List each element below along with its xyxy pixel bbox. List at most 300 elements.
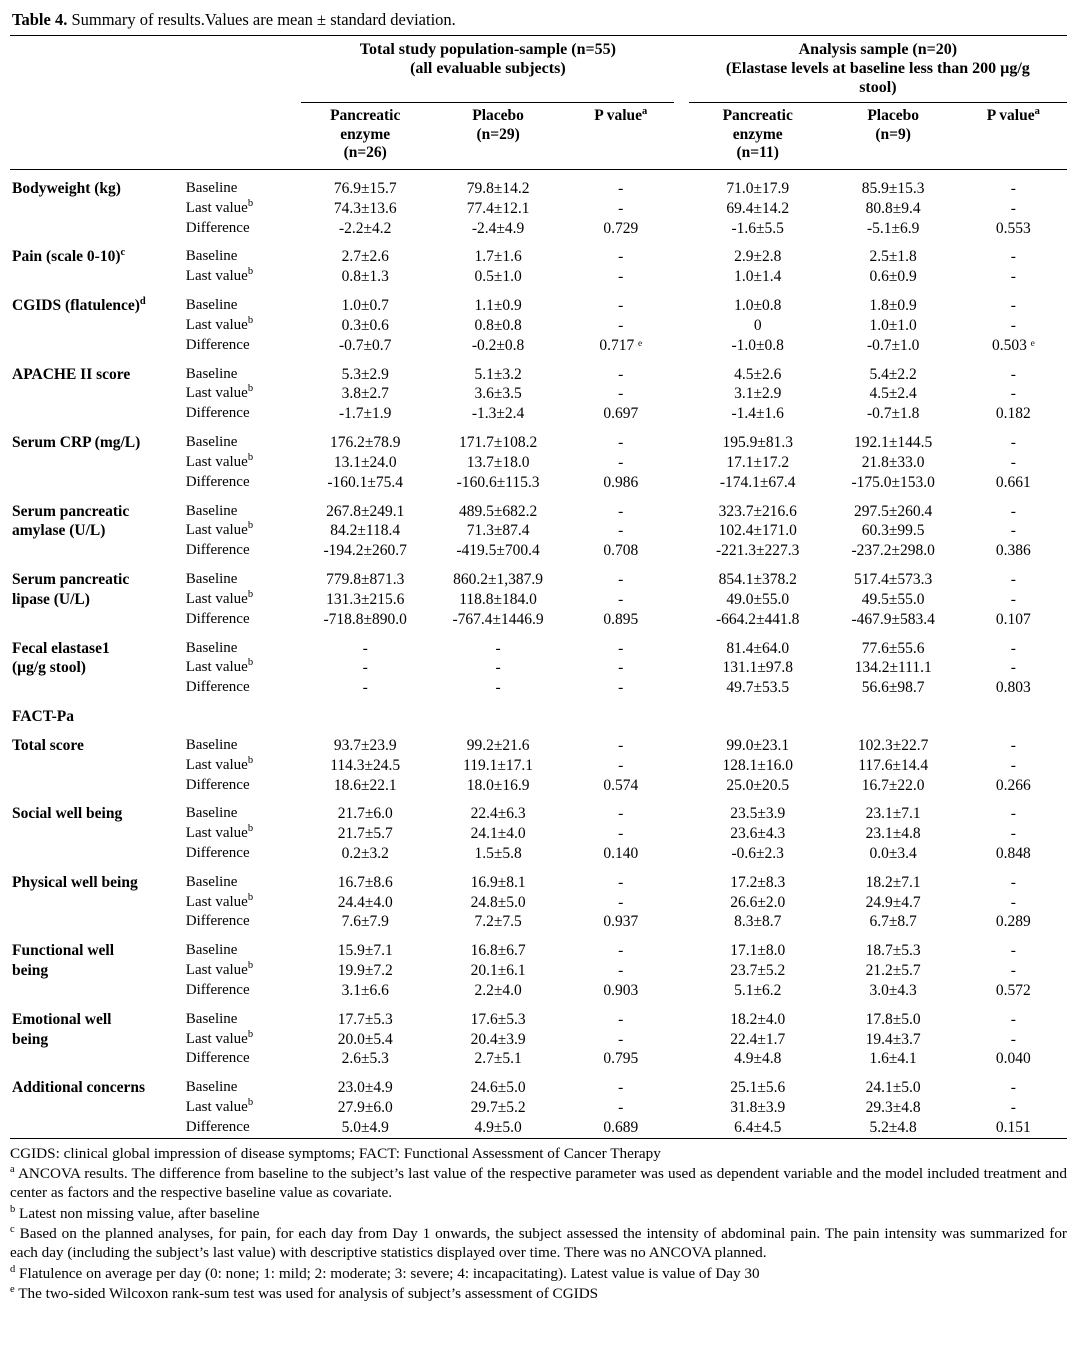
table-caption (12, 10, 1067, 31)
table-row (10, 1118, 1067, 1138)
table-cell: 0.803 (995, 679, 1031, 697)
table-bottom-rule (10, 1138, 1067, 1141)
row-sublabel (184, 707, 302, 727)
row-label: Total score (12, 736, 84, 754)
table-cell: 2.7±2.6 (341, 248, 389, 266)
row-spacer (10, 169, 1067, 179)
table-cell: -0.2±0.8 (471, 336, 525, 354)
table-cell: 0.107 (995, 610, 1031, 628)
row-sublabel: Difference (185, 679, 250, 696)
table-cell: - (618, 248, 624, 266)
table-cell: 0.503 ᵉ (991, 336, 1035, 354)
table-cell: 0.0±3.4 (869, 844, 917, 862)
table-cell: 0.386 (995, 542, 1031, 560)
row-spacer (10, 727, 1067, 736)
table-cell: - (618, 385, 624, 403)
row-spacer (10, 287, 1067, 296)
row-label (10, 844, 184, 864)
row-spacer (10, 1069, 1067, 1078)
table-row (10, 678, 1067, 698)
row-label: Serum pancreatic (12, 502, 130, 520)
table-cell: 5.0±4.9 (341, 1118, 389, 1136)
table-cell: 23.1±4.8 (865, 825, 921, 843)
column-spacer (674, 199, 688, 219)
row-sublabel: Last value$^b$ (185, 754, 254, 773)
table-cell: 128.1±16.0 (722, 756, 793, 774)
row-label: APACHE II score (12, 365, 131, 383)
row-sublabel: Last value$^b$ (185, 960, 254, 979)
table-cell: - (1010, 873, 1016, 891)
table-cell: 2.6±5.3 (341, 1050, 389, 1068)
row-spacer (10, 698, 1067, 707)
table-cell: - (1010, 825, 1016, 843)
table-cell: 16.9±8.1 (470, 873, 526, 891)
row-sublabel: Difference (185, 405, 250, 422)
table-cell: 195.9±81.3 (722, 434, 793, 452)
row-sublabel: Last value$^b$ (185, 451, 254, 470)
column-spacer (674, 1030, 688, 1050)
table-cell: 22.4±6.3 (470, 805, 526, 823)
table-cell: 114.3±24.5 (330, 756, 401, 774)
table-cell: 1.8±0.9 (869, 297, 917, 315)
table-cell: 21.7±6.0 (337, 805, 393, 823)
row-sublabel: Difference (185, 219, 250, 236)
table-cell: 2.7±5.1 (474, 1050, 522, 1068)
table-cell: 489.5±682.2 (458, 502, 538, 520)
row-label: Emotional well (12, 1010, 112, 1028)
table-cell: 171.7±108.2 (458, 434, 538, 452)
table-cell: 0.5±1.0 (474, 268, 522, 286)
column-spacer (674, 590, 688, 610)
row-label (10, 824, 184, 844)
table-cell: - (1010, 268, 1016, 286)
table-cell: 5.2±4.8 (869, 1118, 917, 1136)
row-label (10, 336, 184, 356)
column-spacer (674, 179, 688, 199)
table-row (10, 199, 1067, 219)
table-cell: 6.4±4.5 (734, 1118, 782, 1136)
table-row (10, 502, 1067, 522)
table-cell: - (1010, 1099, 1016, 1117)
table-cell: - (1010, 571, 1016, 589)
row-spacer (10, 238, 1067, 247)
table-cell: 17.1±17.2 (726, 453, 790, 471)
table-cell: 1.0±0.8 (734, 297, 782, 315)
table-cell: 13.7±18.0 (466, 453, 530, 471)
table-row (10, 179, 1067, 199)
footnote: $^c$ Based on the planned analyses, for pain, for each day from Day 1 onwards, the subject assessed the intensity of abdominal pain. The pain intensity was summarized for each day (including the subject’s last value) with descriptive statistics displayed over time. There was no ANCOVA planned. (10, 1223, 1067, 1262)
table-cell: 323.7±216.6 (718, 502, 797, 520)
col-header-placebo-analysis: Placebo (n=9) (827, 103, 960, 170)
table-cell: -0.7±1.8 (866, 405, 920, 423)
table-cell: 18.6±22.1 (333, 776, 397, 794)
table-cell: 0.8±1.3 (341, 268, 389, 286)
table-cell: 25.1±5.6 (730, 1079, 786, 1097)
table-cell: 19.9±7.2 (337, 962, 393, 980)
row-label: FACT-Pa (12, 708, 74, 726)
table-cell: 24.9±4.7 (865, 893, 921, 911)
table-cell: -2.4±4.9 (471, 219, 525, 237)
table-cell: 0.8±0.8 (474, 316, 522, 334)
table-cell: 24.1±4.0 (470, 825, 526, 843)
row-sublabel: Last value$^b$ (185, 657, 254, 676)
table-cell: 18.2±7.1 (865, 873, 921, 891)
row-spacer (10, 795, 1067, 804)
table-cell: - (618, 502, 624, 520)
table-cell: 0.6±0.9 (869, 268, 917, 286)
table-cell: 1.7±1.6 (474, 248, 522, 266)
table-cell: - (618, 316, 624, 334)
table-row (10, 1078, 1067, 1098)
table-cell: - (618, 962, 624, 980)
table-cell: - (618, 942, 624, 960)
table-cell: - (618, 736, 624, 754)
column-spacer (674, 804, 688, 824)
table-cell: 71.3±87.4 (466, 522, 530, 540)
row-label (10, 893, 184, 913)
table-cell: 19.4±3.7 (865, 1030, 921, 1048)
table-cell: 192.1±144.5 (854, 434, 933, 452)
table-cell: - (618, 1030, 624, 1048)
row-label: Serum CRP (mg/L) (12, 434, 141, 452)
table-cell: - (362, 679, 368, 697)
table-row (10, 1049, 1067, 1069)
table-cell: 2.5±1.8 (869, 248, 917, 266)
table-cell (567, 707, 674, 727)
table-cell: - (1010, 639, 1016, 657)
row-spacer (10, 356, 1067, 365)
table-row (10, 247, 1067, 267)
table-cell: -0.7±1.0 (866, 336, 920, 354)
table-cell: -1.7±1.9 (339, 405, 392, 423)
table-cell: 267.8±249.1 (326, 502, 405, 520)
table-row (10, 384, 1067, 404)
table-cell: - (1010, 805, 1016, 823)
row-sublabel: Baseline (185, 365, 238, 382)
table-row (10, 912, 1067, 932)
row-label (10, 219, 184, 239)
table-cell: 3.8±2.7 (341, 385, 389, 403)
table-row (10, 736, 1067, 756)
table-cell: 29.7±5.2 (470, 1099, 526, 1117)
table-cell: 60.3±99.5 (861, 522, 925, 540)
table-cell: 17.6±5.3 (470, 1010, 526, 1028)
table-cell: - (1010, 385, 1016, 403)
table-cell: 134.2±111.1 (854, 659, 932, 677)
column-spacer (674, 639, 688, 659)
row-spacer (10, 932, 1067, 941)
row-sublabel: Difference (185, 336, 250, 353)
table-cell: 49.7±53.5 (726, 679, 790, 697)
table-cell: 13.1±24.0 (333, 453, 397, 471)
row-label (10, 384, 184, 404)
table-row (10, 610, 1067, 630)
row-label (10, 473, 184, 493)
table-cell: -2.2±4.2 (339, 219, 392, 237)
table-row (10, 756, 1067, 776)
row-label: Serum pancreatic (12, 571, 130, 589)
table-cell: 17.8±5.0 (865, 1010, 921, 1028)
table-cell: 20.1±6.1 (470, 962, 526, 980)
table-cell: 23.1±7.1 (865, 805, 921, 823)
table-cell: 5.4±2.2 (869, 365, 917, 383)
row-label: Bodyweight (kg) (12, 179, 121, 197)
table-cell: 4.5±2.4 (869, 385, 917, 403)
table-cell: - (362, 639, 368, 657)
row-label: lipase (U/L) (12, 590, 90, 608)
table-cell: 0.697 (603, 405, 639, 423)
table-cell: 3.1±2.9 (734, 385, 782, 403)
table-row (10, 1030, 1067, 1050)
table-cell: - (618, 365, 624, 383)
table-cell: 0.151 (995, 1118, 1031, 1136)
table-cell: 131.3±215.6 (326, 590, 405, 608)
table-cell: 99.0±23.1 (726, 736, 790, 754)
row-label: Pain (scale 0-10)$^c$ (12, 247, 126, 266)
column-spacer (674, 707, 688, 727)
table-cell: 1.0±0.7 (341, 297, 389, 315)
table-cell: - (618, 893, 624, 911)
table-cell: 0.3±0.6 (341, 316, 389, 334)
table-cell: - (1010, 365, 1016, 383)
table-cell: 21.8±33.0 (861, 453, 925, 471)
table-cell: 5.1±6.2 (734, 981, 782, 999)
table-row (10, 433, 1067, 453)
table-cell: 517.4±573.3 (854, 571, 933, 589)
table-cell: -174.1±67.4 (719, 473, 796, 491)
table-cell: 4.5±2.6 (734, 365, 782, 383)
table-body (10, 169, 1067, 1138)
table-row (10, 804, 1067, 824)
table-cell: 22.4±1.7 (730, 1030, 786, 1048)
table-row (10, 541, 1067, 561)
row-sublabel: Baseline (185, 736, 238, 753)
table-cell: 0.717 ᵉ (599, 336, 643, 354)
column-spacer (674, 365, 688, 385)
row-label (10, 404, 184, 424)
column-spacer (674, 873, 688, 893)
table-cell: 854.1±378.2 (718, 571, 797, 589)
table-cell: 102.4±171.0 (718, 522, 797, 540)
row-label (10, 1118, 184, 1138)
table-caption-text: Summary of results.Values are mean ± standard deviation. (67, 10, 456, 29)
table-cell: 860.2±1,387.9 (453, 571, 544, 589)
row-label (10, 1098, 184, 1118)
table-row (10, 570, 1067, 590)
table-cell: 0.937 (603, 913, 639, 931)
column-spacer (674, 404, 688, 424)
row-label: being (12, 1030, 49, 1048)
table-cell: - (1010, 1030, 1016, 1048)
row-label: (µg/g stool) (12, 659, 86, 677)
row-spacer (10, 424, 1067, 433)
row-sublabel: Last value$^b$ (185, 823, 254, 842)
column-spacer (674, 736, 688, 756)
row-label (10, 776, 184, 796)
col-header-pvalue-analysis: P value$^a$ (960, 103, 1067, 170)
row-spacer (10, 561, 1067, 570)
table-cell: -1.6±5.5 (731, 219, 784, 237)
table-cell: 71.0±17.9 (726, 179, 790, 197)
table-row (10, 1010, 1067, 1030)
table-row (10, 1098, 1067, 1118)
table-cell: 0.689 (603, 1118, 639, 1136)
table-cell: - (1010, 659, 1016, 677)
table-cell: 0.661 (995, 473, 1031, 491)
column-spacer (674, 541, 688, 561)
column-spacer (674, 247, 688, 267)
table-cell: 297.5±260.4 (854, 502, 933, 520)
table-cell: - (618, 434, 624, 452)
group-header-total-population: Total study population-sample (n=55) (all evaluable subjects) (301, 35, 674, 103)
column-spacer (674, 1118, 688, 1138)
table-cell: 76.9±15.7 (333, 179, 397, 197)
column-spacer (674, 981, 688, 1001)
table-cell: 81.4±64.0 (726, 639, 790, 657)
table-cell: 1.6±4.1 (869, 1050, 917, 1068)
column-spacer (674, 296, 688, 316)
table-cell (960, 707, 1067, 727)
table-cell: 1.5±5.8 (474, 844, 522, 862)
table-cell: -1.0±0.8 (731, 336, 784, 354)
column-spacer (674, 658, 688, 678)
header-column-row (10, 103, 1067, 170)
column-spacer (674, 1098, 688, 1118)
row-spacer (10, 493, 1067, 502)
table-cell: 77.6±55.6 (861, 639, 925, 657)
table-cell: -664.2±441.8 (716, 610, 800, 628)
table-cell: -221.3±227.3 (716, 542, 800, 560)
table-cell: 779.8±871.3 (326, 571, 405, 589)
column-spacer (674, 473, 688, 493)
table-cell: - (618, 805, 624, 823)
table-cell: - (618, 679, 624, 697)
table-cell: - (1010, 1010, 1016, 1028)
table-cell: 0.289 (995, 913, 1031, 931)
row-label (10, 756, 184, 776)
table-cell: 0.2±3.2 (341, 844, 389, 862)
header-group-row (10, 35, 1067, 103)
table-cell: 176.2±78.9 (329, 434, 401, 452)
table-row (10, 707, 1067, 727)
row-label (10, 453, 184, 473)
table-cell: -467.9±583.4 (851, 610, 935, 628)
table-cell: 8.3±8.7 (734, 913, 782, 931)
row-label (10, 610, 184, 630)
table-row (10, 453, 1067, 473)
table-row (10, 658, 1067, 678)
col-header-enzyme-analysis: Pancreatic enzyme (n=11) (689, 103, 827, 170)
column-spacer (674, 502, 688, 522)
table-cell: -1.4±1.6 (731, 405, 784, 423)
table-cell: 0.708 (603, 542, 639, 560)
table-cell: 119.1±17.1 (463, 756, 534, 774)
table-cell: 49.5±55.0 (861, 590, 925, 608)
table-cell: 18.7±5.3 (865, 942, 921, 960)
table-cell: 0.553 (995, 219, 1031, 237)
table-cell: - (618, 1010, 624, 1028)
table-cell: - (495, 659, 501, 677)
table-cell: 7.2±7.5 (474, 913, 522, 931)
row-sublabel: Last value$^b$ (185, 891, 254, 910)
table-cell: 77.4±12.1 (466, 199, 530, 217)
row-label (10, 541, 184, 561)
table-cell: 6.7±8.7 (869, 913, 917, 931)
row-label (10, 316, 184, 336)
row-label: Functional well (12, 942, 115, 960)
table-cell: -160.1±75.4 (327, 473, 404, 491)
table-row (10, 365, 1067, 385)
row-label: Physical well being (12, 873, 138, 891)
table-cell: 69.4±14.2 (726, 199, 790, 217)
table-cell: 24.8±5.0 (470, 893, 526, 911)
table-cell: 26.6±2.0 (730, 893, 786, 911)
row-sublabel: Difference (185, 1050, 250, 1067)
table-cell: 74.3±13.6 (333, 199, 397, 217)
row-sublabel: Difference (185, 776, 250, 793)
table-row (10, 590, 1067, 610)
table-row (10, 267, 1067, 287)
column-spacer (674, 941, 688, 961)
table-cell: 24.6±5.0 (470, 1079, 526, 1097)
table-cell: 0.895 (603, 610, 639, 628)
table-cell: 27.9±6.0 (337, 1099, 393, 1117)
table-cell: - (618, 659, 624, 677)
footnote: $^a$ ANCOVA results. The difference from baseline to the subject’s last value of the respective parameter was used as dependent variable and the model included treatment and center as factors and the respective baseline value as covariate. (10, 1163, 1067, 1202)
table-cell (689, 707, 827, 727)
table-cell: - (618, 1099, 624, 1117)
table-cell: - (362, 659, 368, 677)
table-cell: -0.6±2.3 (731, 844, 784, 862)
table-row (10, 981, 1067, 1001)
table-cell: 23.5±3.9 (730, 805, 786, 823)
table-row (10, 873, 1067, 893)
table-cell: 16.7±22.0 (861, 776, 925, 794)
table-cell (301, 707, 429, 727)
table-cell: - (1010, 522, 1016, 540)
row-sublabel: Last value$^b$ (185, 520, 254, 539)
row-label: being (12, 962, 49, 980)
column-spacer (674, 844, 688, 864)
table-cell: - (1010, 453, 1016, 471)
table-cell: 24.4±4.0 (337, 893, 393, 911)
row-sublabel: Difference (185, 1118, 250, 1135)
table-cell: 85.9±15.3 (861, 179, 925, 197)
table-cell: - (1010, 316, 1016, 334)
table-cell: - (618, 873, 624, 891)
row-sublabel: Difference (185, 913, 250, 930)
row-sublabel: Last value$^b$ (185, 1097, 254, 1116)
table-cell: - (618, 639, 624, 657)
table-cell: 49.0±55.0 (726, 590, 790, 608)
footnote: $^d$ Flatulence on average per day (0: none; 1: mild; 2: moderate; 3: severe; 4: incapacitating). Latest value is value of Day 30 (10, 1263, 760, 1282)
table-cell: 117.6±14.4 (858, 756, 929, 774)
table-cell: -419.5±700.4 (456, 542, 540, 560)
row-sublabel: Baseline (185, 434, 238, 451)
row-label (10, 1049, 184, 1069)
column-spacer (674, 776, 688, 796)
table-cell: -0.7±0.7 (339, 336, 392, 354)
row-label: CGIDS (flatulence)$^d$ (12, 295, 146, 315)
table-cell: - (1010, 297, 1016, 315)
table-cell: 0.182 (995, 405, 1031, 423)
table-caption-label: Table 4. (12, 10, 68, 29)
col-header-placebo-total: Placebo (n=29) (429, 103, 567, 170)
table-cell: - (1010, 502, 1016, 520)
table-cell: -160.6±115.3 (456, 473, 540, 491)
table-cell: 16.8±6.7 (470, 942, 526, 960)
table-cell: - (1010, 942, 1016, 960)
